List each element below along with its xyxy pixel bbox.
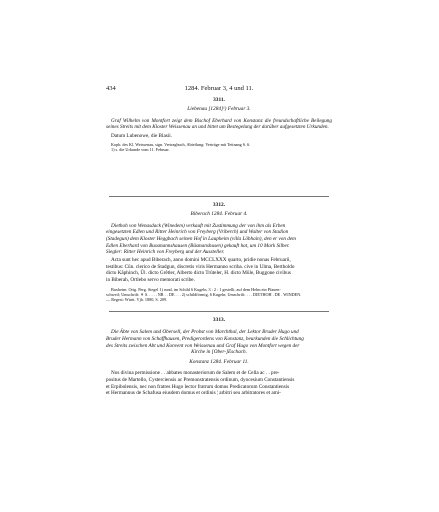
section-divider	[106, 311, 332, 312]
text-line: testibus: Cûn. clerico de Stadgun, discretis viris Hermanno scriba. cive in Ulma, Bertholdo	[106, 263, 295, 270]
document-3311	[106, 98, 332, 152]
divider-rule	[109, 196, 329, 197]
regest	[106, 223, 332, 256]
datum-line: Datum Lubenowe, die Blasii.	[111, 133, 172, 140]
text-line: positus de Martello, Cysterciensis ac Premonstratensis ordinum, dyocesium Constantiensis	[106, 376, 295, 383]
running-title: 1284. Februar 3, 4 und 11.	[184, 85, 254, 92]
document-number: 3312.	[212, 202, 226, 208]
document-3312	[106, 203, 332, 302]
source-note: Kopb. des Kl. Weissenau, sign. Vertragbuch, Abteilung: Verträge mit Tettnang S. 6.	[111, 141, 251, 147]
document-3313	[106, 318, 332, 397]
regest-line: des Streits zwischen Abt und Konvent von Weissenau und Graf Hugo von Montfort wegen der	[106, 342, 300, 349]
place-date: Liebenau [1284]¹) Februar 3.	[187, 106, 251, 113]
document-text	[106, 257, 332, 284]
source-line: Buxheim. Orig. Perg. Siegel 1) rund, im Schild 6 Kugeln, 3 : 2 : 1 gestellt, auf dem Helm ein Pfauen-	[111, 286, 281, 292]
regest-line: Kirche in [Ober-]Eschach.	[191, 349, 247, 356]
text-line: et Hermannus de Schafusa eiusdem domus et ordinis ¦ arbitri seu arbitratores et ami-	[106, 390, 281, 397]
text-line: et Erpibolensis, nec non fratres Hugo lector fratrum domus Predicatorum Constantiensis	[106, 383, 290, 390]
text-line: Acta sunt hec apud Biberach, anno domini MCCLXXX quarto, pridie nonas Februarii,	[111, 256, 291, 263]
sealer-line: Siegler: Ritter Heinrich von Freyberg und der Aussteller.	[106, 249, 225, 256]
document-number: 3313.	[212, 317, 226, 323]
source-line: schweif; Umschrift: ✝ S. . . . . NR . . DE . . . 2) schildförmig, 6 Kugeln; Umschrift: . . . DIETHOH . DE . WINDEN.	[106, 291, 302, 297]
place-date: Biberach 1284. Februar 4.	[190, 211, 248, 218]
regest-line: Edlen Eberhard von Bussmannshausen (Bûsmanshusen) gekauft hat, um 10 Mark Silber.	[106, 242, 290, 249]
footnote: 1) s. die Urkunde vom 11. Februar.	[111, 146, 170, 152]
regest	[106, 329, 332, 356]
regest: Graf Wilhelm von Montfort zeigt dem Bischof Eberhard von Konstanz die freundschaftliche Beilegung seines Streits mit dem Kloster Weissenau an und bittet um Bestegelung der darüber aufgesetzten Urkunden.	[106, 117, 332, 131]
regest-line: Diethoh von Wenasdack (Winedem) verkauft mit Zustimmung der von ihm als Erben	[111, 222, 286, 229]
divider-rule	[109, 311, 329, 312]
text-line: dicto Kâphinch, Ûl. dicto Grêtler, Alberto dicto Trûteler, H. dicto Mûle, Buggone civibus	[106, 270, 291, 277]
text-line: in Biberah, Ortlebo servo memorati scribe.	[106, 276, 195, 283]
section-divider	[106, 196, 332, 197]
regest-line: (Stadegun) dem Kloster Heggbach seinen Hof in Laupheim (villa Lôbhain), den er von dem	[106, 236, 296, 243]
source-note	[106, 287, 332, 303]
regest-line: Die Äbte von Salem und Obersell, der Probst von Marchthal, der Lektor Bruder Hugo und	[111, 329, 299, 336]
source-line: — Regest: Württ. Vjh. 1880, S. 209.	[106, 297, 168, 303]
document-text	[106, 370, 332, 397]
text-line: Nos divina permissione . . abbates monasteriorum de Salem et de Cella ac . . pre-	[111, 370, 280, 377]
regest-line: eingesetzten Edlen und Ritter Heinrich von Freyberg (Vriberch) und Walter von Stadion	[106, 229, 289, 236]
page-number: 434	[106, 85, 116, 92]
place-date: Konstanz 1284. Februar 11.	[189, 359, 249, 366]
document-number: 3311.	[213, 97, 225, 103]
regest-line: Bruder Hermann von Schaffhausen, Predigerordens von Konstanz, beurkunden die Schlichtung	[106, 336, 304, 343]
